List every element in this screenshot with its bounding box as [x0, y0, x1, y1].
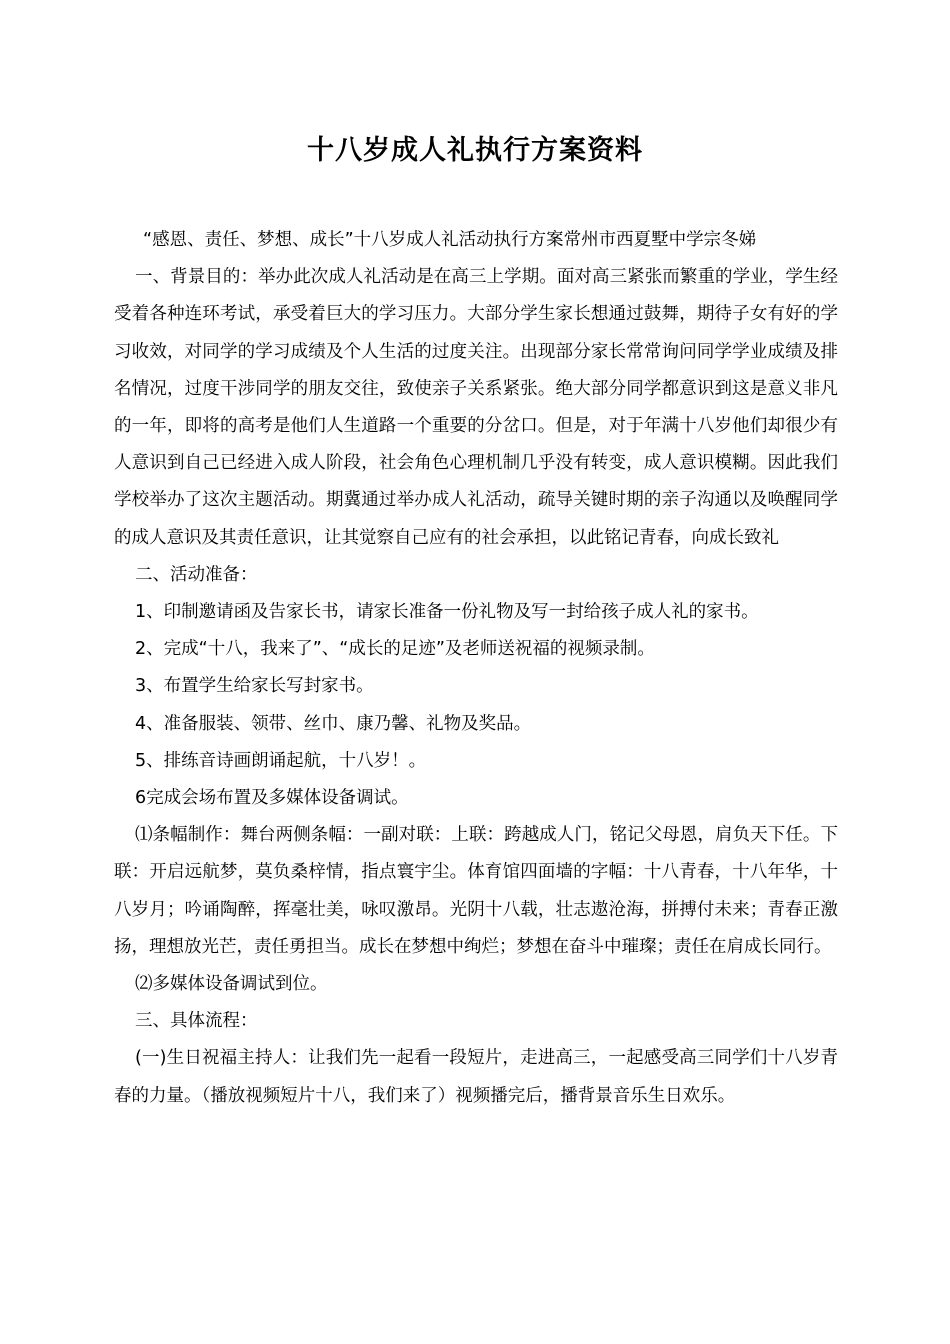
document-title: 十八岁成人礼执行方案资料 — [307, 135, 643, 166]
preparation-item-5: 5、排练音诗画朗诵起航，十八岁！。 — [135, 750, 427, 771]
preparation-item-4: 4、准备服装、领带、丝巾、康乃馨、礼物及奖品。 — [135, 713, 532, 734]
banner-paragraph: ⑴条幅制作：舞台两侧条幅：一副对联：上联：跨越成人门，铭记父母恩，肩负天下任。下联：开启远航梦，莫负桑梓情，指点寰宇尘。体育馆四面墙的字幅：十八青春，十八年华，十八岁月；吟诵陶醉，挥毫壮美，咏叹激昂。光阴十八载，壮志遨沧海，拼搏付未来；青春正激扬，理想放光芒，责任勇担当。成长在梦想中绚烂；梦想在奋斗中璀璨；责任在肩成长同行。 — [114, 825, 838, 957]
preparation-item-6: 6完成会场布置及多媒体设备调试。 — [135, 788, 409, 809]
preparation-heading: 二、活动准备： — [135, 564, 258, 585]
preparation-item-1: 1、印制邀请函及告家长书，请家长准备一份礼物及写一封给孩子成人礼的家书。 — [135, 602, 759, 623]
preparation-item-3: 3、布置学生给家长写封家书。 — [135, 676, 374, 697]
process-item-1: (一)生日祝福主持人：让我们先一起看一段短片，走进高三，一起感受高三同学们十八岁青春的力量。（播放视频短片十八，我们来了）视频播完后，播背景音乐生日欢乐。 — [114, 1048, 838, 1106]
process-heading: 三、具体流程： — [135, 1011, 258, 1032]
media-paragraph: ⑵多媒体设备调试到位。 — [135, 974, 328, 995]
intro-paragraph: “感恩、责任、梦想、成长”十八岁成人礼活动执行方案常州市西夏墅中学宗冬娣 — [143, 230, 757, 250]
document-body — [114, 222, 838, 1115]
preparation-item-2: 2、完成“十八，我来了”、“成长的足迹”及老师送祝福的视频录制。 — [135, 639, 655, 660]
background-paragraph: 一、背景目的：举办此次成人礼活动是在高三上学期。面对高三紧张而繁重的学业，学生经受着各种连环考试，承受着巨大的学习压力。大部分学生家长想通过鼓舞，期待子女有好的学习收效，对同学的学习成绩及个人生活的过度关注。出现部分家长常常询问同学学业成绩及排名情况，过度干涉同学的朋友交往，致使亲子关系紧张。绝大部分同学都意识到这是意义非凡的一年，即将的高考是他们人生道路一个重要的分岔口。但是，对于年满十八岁他们却很少有人意识到自己已经进入成人阶段，社会角色心理机制几乎没有转变，成人意识模糊。因此我们学校举办了这次主题活动。期冀通过举办成人礼活动，疏导关键时期的亲子沟通以及唤醒同学的成人意识及其责任意识，让其觉察自己应有的社会承担，以此铭记青春，向成长致礼 — [114, 267, 838, 548]
